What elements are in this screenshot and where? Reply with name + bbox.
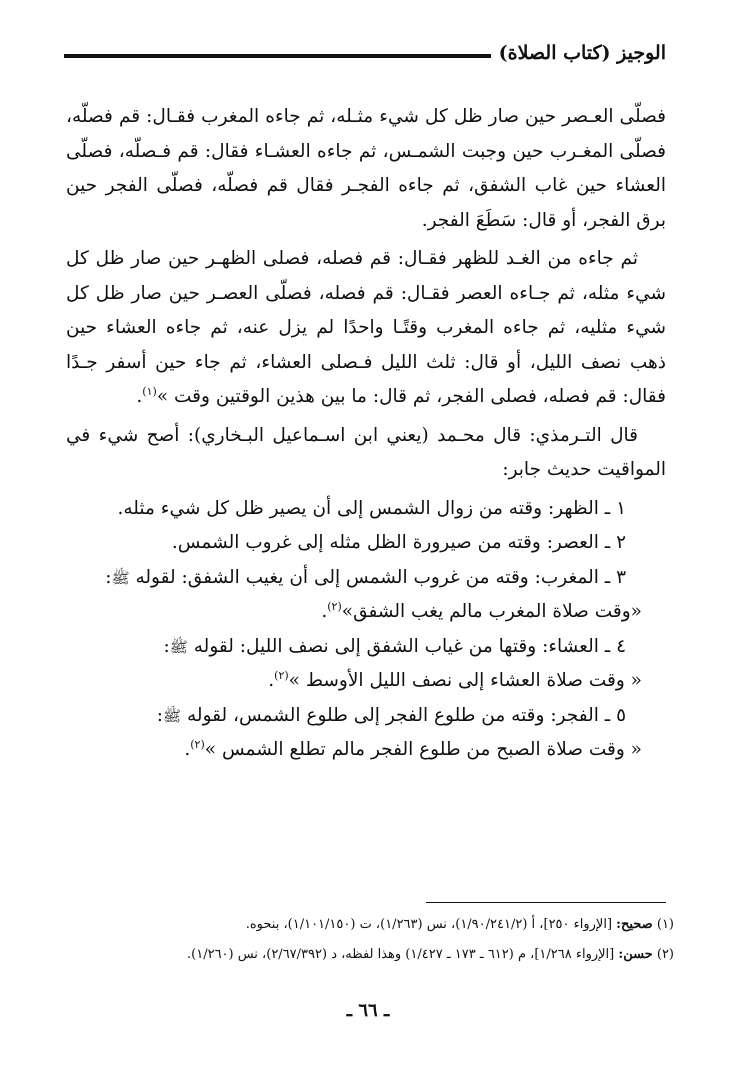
hadith-quote-isha	[66, 664, 666, 699]
list-item-colon: :	[105, 566, 112, 588]
footnote-grade: صحيح:	[616, 917, 653, 932]
list-item-label: ٥ ـ الفجر:	[550, 704, 626, 726]
footnote-grade: حسن:	[618, 947, 653, 962]
footnote-separator	[426, 902, 666, 903]
hadith-quote-fajr	[66, 733, 666, 768]
paragraph-2-end: .	[136, 386, 143, 407]
paragraph-3	[66, 419, 666, 488]
hadith-end: .	[184, 739, 191, 760]
list-item-label: ٤ ـ العشاء:	[542, 635, 626, 657]
page-number: ـ ٦٦ ـ	[346, 1000, 390, 1021]
paragraph-2-text: ثم جاءه من الغـد للظهر فقـال: قم فصله، فصلى الظهـر حين صار ظل كل شيء مثله، ثم جـاءه العصر فقـال: قم فصله، فصلّى العصـر حين صار ظل كل شيء مثليه، ثم جاءه المغرب وقتًـا واحدًا لم يزل عنه، ثم جاءه العشاء حين ذهب نصف الليل، أو قال: ثلث الليل فـصلى العشاء، ثم جاء حين أسفر جـدًا فقال: قم فصله، فصلى الفجر، ثم قال: ما بين هذين الوقتين وقت »	[66, 248, 666, 407]
footnote-text: [الإرواء ١/٢٦٨]، م (٦١٢ ـ ١٧٣ ـ ١/٤٢٧) وهذا لفظه، د (٢/٦٧/٣٩٢)، نس (١/٢٦٠).	[187, 947, 615, 962]
list-item-text: وقته من زوال الشمس إلى أن يصير ظل كل شيء مثله.	[117, 497, 543, 519]
prayer-times-list	[66, 492, 666, 768]
footnote-text: [الإرواء ٢٥٠]، أ (١/٩٠/٢٤١/٢)، نس (١/٢٦٣)، ت (١/١٠١/١٥٠)، بنحوه.	[245, 917, 613, 932]
running-header	[64, 42, 666, 64]
hadith-text: « وقت صلاة الصبح من طلوع الفجر مالم تطلع الشمس »	[204, 739, 642, 760]
header-rule	[64, 54, 491, 58]
paragraph-1	[66, 100, 666, 238]
footnote-number: (١)	[656, 917, 674, 932]
footnote-number: (٢)	[656, 947, 674, 962]
running-title: الوجيز (كتاب الصلاة)	[498, 42, 666, 64]
list-item-label: ٣ ـ المغرب:	[534, 566, 626, 588]
list-item-maghrib	[66, 561, 666, 596]
list-item-text: وقته من غروب الشمس إلى أن يغيب الشفق: لقوله	[135, 566, 529, 588]
salutation-glyph: ﷺ	[163, 706, 182, 725]
list-item-text: وقته من طلوع الفجر إلى طلوع الشمس، لقوله	[187, 704, 545, 726]
paragraph-1-text: فصلّى العـصر حين صار ظل كل شيء مثـله، ثم جاءه المغرب فقـال: قم فصلّه، فصلّى المغـرب حين وجبت الشمـس، ثم جاءه العشـاء فقال: قم فـصلّه، فصلّى العشاء حين غاب الشفق، ثم جاءه الفجـر فقال قم فصلّه، فصلّى الفجر حين برق الفجر، أو قال: سَطَعَ الفجر.	[66, 106, 666, 231]
list-item-colon: :	[156, 704, 163, 726]
list-item-colon: :	[163, 635, 170, 657]
list-item-text: وقته من صيرورة الظل مثله إلى غروب الشمس.	[171, 532, 541, 553]
body-text	[66, 100, 666, 768]
footnote-ref-1[interactable]: (١)	[142, 384, 157, 398]
footnote-ref-2[interactable]: (٢)	[190, 737, 205, 751]
footnote-ref-2[interactable]: (٢)	[327, 599, 342, 613]
hadith-end: .	[268, 670, 275, 691]
hadith-end: .	[321, 601, 328, 622]
footnotes	[62, 910, 674, 970]
paragraph-2	[66, 242, 666, 415]
salutation-glyph: ﷺ	[111, 568, 130, 587]
footnote-ref-2[interactable]: (٢)	[274, 668, 289, 682]
footnote-1	[62, 910, 674, 940]
hadith-text: «وقت صلاة المغرب مالم يغب الشفق»	[341, 601, 642, 622]
paragraph-3-text: قال التـرمذي: قال محـمد (يعني ابن اسـماعيل البـخاري): أصح شيء في المواقيت حديث جابر:	[66, 424, 666, 480]
hadith-text: « وقت صلاة العشاء إلى نصف الليل الأوسط »	[288, 670, 642, 691]
salutation-glyph: ﷺ	[169, 637, 188, 656]
list-item-asr	[66, 526, 666, 561]
list-item-label: ٢ ـ العصر:	[546, 532, 626, 553]
list-item-label: ١ ـ الظهر:	[547, 497, 626, 519]
hadith-quote-maghrib	[66, 595, 666, 630]
footnote-2	[62, 940, 674, 970]
list-item-dhuhr	[66, 492, 666, 527]
list-item-isha	[66, 630, 666, 665]
list-item-text: وقتها من غياب الشفق إلى نصف الليل: لقوله	[193, 635, 537, 657]
list-item-fajr	[66, 699, 666, 734]
